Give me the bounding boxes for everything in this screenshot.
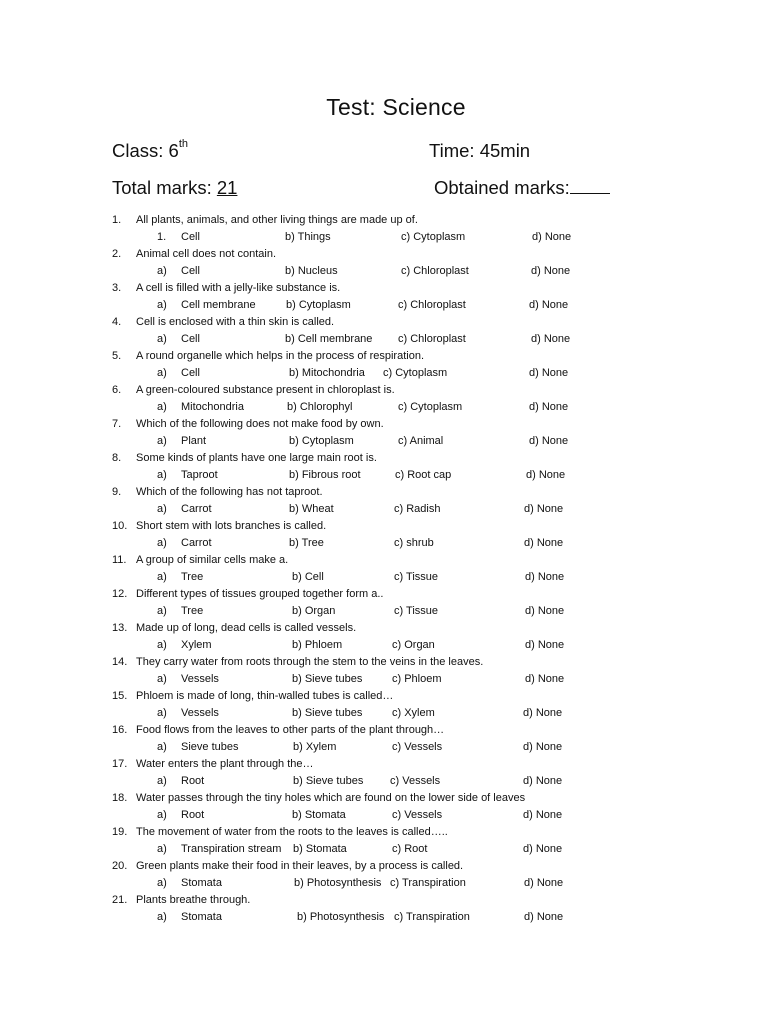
- option-d: d) None: [524, 877, 564, 889]
- option-label: a): [157, 401, 167, 413]
- option-c: c) Tissue: [394, 605, 439, 617]
- option-c: c) Vessels: [392, 741, 443, 753]
- question-text: A cell is filled with a jelly-like substance is.: [136, 282, 341, 294]
- option-d: d) None: [523, 707, 563, 719]
- option-a: Tree: [181, 571, 204, 583]
- options-row: [0, 637, 768, 654]
- option-c: c) Organ: [392, 639, 435, 651]
- option-b: b) Wheat: [289, 503, 334, 515]
- obtained-marks-field: [434, 177, 610, 199]
- question-row: [0, 722, 768, 739]
- option-label: a): [157, 503, 167, 515]
- options-row: [0, 671, 768, 688]
- option-a: Tree: [181, 605, 204, 617]
- question-row: [0, 314, 768, 331]
- question-row: [0, 348, 768, 365]
- option-d: d) None: [525, 605, 565, 617]
- total-marks-field: [112, 177, 237, 199]
- option-label: a): [157, 673, 167, 685]
- option-a: Transpiration stream: [181, 843, 282, 855]
- question-row: [0, 518, 768, 535]
- option-d: d) None: [523, 775, 563, 787]
- question-number: 13.: [112, 622, 128, 634]
- option-d: d) None: [525, 571, 565, 583]
- question-number: 19.: [112, 826, 128, 838]
- option-a: Plant: [181, 435, 207, 447]
- option-c: c) Tissue: [394, 571, 439, 583]
- option-d: d) None: [529, 299, 569, 311]
- obtained-marks-blank: [570, 178, 610, 194]
- option-c: c) Chloroplast: [398, 333, 466, 345]
- option-d: d) None: [524, 537, 564, 549]
- options-row: [0, 501, 768, 518]
- option-c: c) Transpiration: [390, 877, 466, 889]
- option-c: c) Cytoplasm: [383, 367, 448, 379]
- options-row: [0, 229, 768, 246]
- option-a: Carrot: [181, 503, 212, 515]
- question-text: Green plants make their food in their leaves, by a process is called.: [136, 860, 464, 872]
- question-number: 1.: [112, 214, 122, 226]
- question-text: Plants breathe through.: [136, 894, 251, 906]
- option-b: b) Cytoplasm: [289, 435, 354, 447]
- option-a: Mitochondria: [181, 401, 244, 413]
- question-text: Made up of long, dead cells is called vessels.: [136, 622, 357, 634]
- question-text: Which of the following does not make food by own.: [136, 418, 384, 430]
- option-b: b) Photosynthesis: [297, 911, 385, 923]
- question-text: All plants, animals, and other living things are made up of.: [136, 214, 418, 226]
- total-marks-value: 21: [216, 177, 238, 198]
- option-b: b) Things: [285, 231, 331, 243]
- question-row: [0, 416, 768, 433]
- question-row: [0, 824, 768, 841]
- question-row: [0, 892, 768, 909]
- question-row: [0, 212, 768, 229]
- total-marks-label: Total marks:: [112, 177, 217, 198]
- question-text: Cell is enclosed with a thin skin is called.: [136, 316, 335, 328]
- options-row: [0, 739, 768, 756]
- option-b: b) Stomata: [293, 843, 347, 855]
- options-row: [0, 603, 768, 620]
- option-c: c) Cytoplasm: [401, 231, 466, 243]
- question-text: They carry water from roots through the stem to the veins in the leaves.: [136, 656, 484, 668]
- option-c: c) Xylem: [392, 707, 435, 719]
- options-row: [0, 909, 768, 926]
- question-row: [0, 552, 768, 569]
- option-c: c) Root cap: [395, 469, 452, 481]
- option-label: a): [157, 469, 167, 481]
- question-text: The movement of water from the roots to the leaves is called…..: [136, 826, 448, 838]
- option-d: d) None: [525, 639, 565, 651]
- option-c: c) Cytoplasm: [398, 401, 463, 413]
- question-number: 3.: [112, 282, 122, 294]
- option-label: a): [157, 367, 167, 379]
- option-label: a): [157, 299, 167, 311]
- option-label: a): [157, 809, 167, 821]
- option-d: d) None: [531, 333, 571, 345]
- question-number: 10.: [112, 520, 128, 532]
- options-row: [0, 807, 768, 824]
- page-title: Test: Science: [326, 94, 466, 120]
- question-number: 16.: [112, 724, 128, 736]
- option-d: d) None: [523, 741, 563, 753]
- option-a: Vessels: [181, 707, 219, 719]
- question-list: [0, 212, 768, 926]
- question-text: Different types of tissues grouped together form a..: [136, 588, 384, 600]
- option-b: b) Fibrous root: [289, 469, 361, 481]
- option-a: Xylem: [181, 639, 212, 651]
- option-b: b) Mitochondria: [289, 367, 365, 379]
- option-c: c) Radish: [394, 503, 441, 515]
- option-label: a): [157, 707, 167, 719]
- options-row: [0, 297, 768, 314]
- option-label: a): [157, 537, 167, 549]
- obtained-marks-label: Obtained marks:: [434, 177, 570, 198]
- option-c: c) Root: [392, 843, 428, 855]
- options-row: [0, 535, 768, 552]
- option-c: c) Transpiration: [394, 911, 470, 923]
- option-label: 1.: [157, 231, 167, 243]
- question-number: 21.: [112, 894, 128, 906]
- options-row: [0, 569, 768, 586]
- options-row: [0, 399, 768, 416]
- question-number: 17.: [112, 758, 128, 770]
- options-row: [0, 841, 768, 858]
- option-d: d) None: [524, 911, 564, 923]
- question-row: [0, 280, 768, 297]
- option-c: c) Chloroplast: [398, 299, 466, 311]
- options-row: [0, 467, 768, 484]
- option-label: a): [157, 435, 167, 447]
- option-a: Cell: [181, 367, 200, 379]
- option-b: b) Nucleus: [285, 265, 338, 277]
- option-d: d) None: [523, 843, 563, 855]
- option-b: b) Xylem: [293, 741, 337, 753]
- question-row: [0, 382, 768, 399]
- option-d: d) None: [531, 265, 571, 277]
- question-text: Water enters the plant through the…: [136, 758, 314, 770]
- option-label: a): [157, 605, 167, 617]
- option-label: a): [157, 571, 167, 583]
- option-d: d) None: [529, 401, 569, 413]
- question-number: 6.: [112, 384, 122, 396]
- question-row: [0, 620, 768, 637]
- question-number: 11.: [112, 554, 127, 566]
- option-a: Stomata: [181, 911, 222, 923]
- question-number: 18.: [112, 792, 128, 804]
- options-row: [0, 773, 768, 790]
- option-c: c) Animal: [398, 435, 444, 447]
- option-label: a): [157, 877, 167, 889]
- question-row: [0, 246, 768, 263]
- question-number: 2.: [112, 248, 122, 260]
- option-a: Carrot: [181, 537, 212, 549]
- question-text: Food flows from the leaves to other parts of the plant through…: [136, 724, 445, 736]
- option-b: b) Sieve tubes: [293, 775, 364, 787]
- question-text: A group of similar cells make a.: [136, 554, 289, 566]
- option-d: d) None: [529, 367, 569, 379]
- options-row: [0, 263, 768, 280]
- option-d: d) None: [529, 435, 569, 447]
- question-number: 4.: [112, 316, 122, 328]
- option-label: a): [157, 333, 167, 345]
- class-field: [112, 137, 189, 162]
- option-a: Sieve tubes: [181, 741, 239, 753]
- question-number: 12.: [112, 588, 128, 600]
- question-text: Which of the following has not taproot.: [136, 486, 323, 498]
- option-c: c) Vessels: [392, 809, 443, 821]
- option-a: Root: [181, 809, 205, 821]
- option-a: Root: [181, 775, 205, 787]
- question-row: [0, 858, 768, 875]
- options-row: [0, 433, 768, 450]
- option-a: Cell membrane: [181, 299, 256, 311]
- class-superscript: th: [178, 137, 189, 150]
- question-row: [0, 450, 768, 467]
- options-row: [0, 331, 768, 348]
- option-d: d) None: [523, 809, 563, 821]
- option-b: b) Organ: [292, 605, 336, 617]
- question-number: 20.: [112, 860, 128, 872]
- options-row: [0, 875, 768, 892]
- option-a: Cell: [181, 265, 200, 277]
- question-row: [0, 586, 768, 603]
- question-row: [0, 756, 768, 773]
- question-number: 14.: [112, 656, 128, 668]
- question-text: Water passes through the tiny holes which are found on the lower side of leaves: [136, 792, 526, 804]
- options-row: [0, 365, 768, 382]
- question-text: A green-coloured substance present in chloroplast is.: [136, 384, 395, 396]
- option-label: a): [157, 639, 167, 651]
- options-row: [0, 705, 768, 722]
- option-a: Cell: [181, 231, 200, 243]
- option-a: Stomata: [181, 877, 222, 889]
- option-b: b) Cytoplasm: [286, 299, 351, 311]
- option-c: c) Chloroplast: [401, 265, 469, 277]
- question-row: [0, 688, 768, 705]
- option-label: a): [157, 843, 167, 855]
- question-text: Some kinds of plants have one large main root is.: [136, 452, 377, 464]
- option-a: Cell: [181, 333, 200, 345]
- option-d: d) None: [526, 469, 566, 481]
- option-b: b) Cell: [292, 571, 324, 583]
- option-b: b) Phloem: [292, 639, 343, 651]
- option-a: Vessels: [181, 673, 219, 685]
- option-a: Taproot: [181, 469, 218, 481]
- option-label: a): [157, 775, 167, 787]
- option-b: b) Tree: [289, 537, 324, 549]
- question-number: 15.: [112, 690, 128, 702]
- option-b: b) Photosynthesis: [294, 877, 382, 889]
- question-number: 7.: [112, 418, 122, 430]
- question-text: Phloem is made of long, thin-walled tubes is called…: [136, 690, 394, 702]
- option-b: b) Sieve tubes: [292, 673, 363, 685]
- question-number: 5.: [112, 350, 122, 362]
- question-text: Short stem with lots branches is called.: [136, 520, 327, 532]
- option-b: b) Stomata: [292, 809, 346, 821]
- option-c: c) Vessels: [390, 775, 441, 787]
- option-c: c) Phloem: [392, 673, 442, 685]
- question-row: [0, 484, 768, 501]
- question-number: 8.: [112, 452, 122, 464]
- question-number: 9.: [112, 486, 122, 498]
- option-label: a): [157, 741, 167, 753]
- option-label: a): [157, 265, 167, 277]
- question-text: A round organelle which helps in the process of respiration.: [136, 350, 425, 362]
- option-label: a): [157, 911, 167, 923]
- question-row: [0, 654, 768, 671]
- option-b: b) Cell membrane: [285, 333, 373, 345]
- option-d: d) None: [525, 673, 565, 685]
- option-c: c) shrub: [394, 537, 434, 549]
- option-b: b) Sieve tubes: [292, 707, 363, 719]
- time-field: Time: 45min: [429, 140, 531, 161]
- class-label: Class: 6: [112, 140, 179, 161]
- option-d: d) None: [524, 503, 564, 515]
- question-text: Animal cell does not contain.: [136, 248, 277, 260]
- question-row: [0, 790, 768, 807]
- option-b: b) Chlorophyl: [287, 401, 353, 413]
- option-d: d) None: [532, 231, 572, 243]
